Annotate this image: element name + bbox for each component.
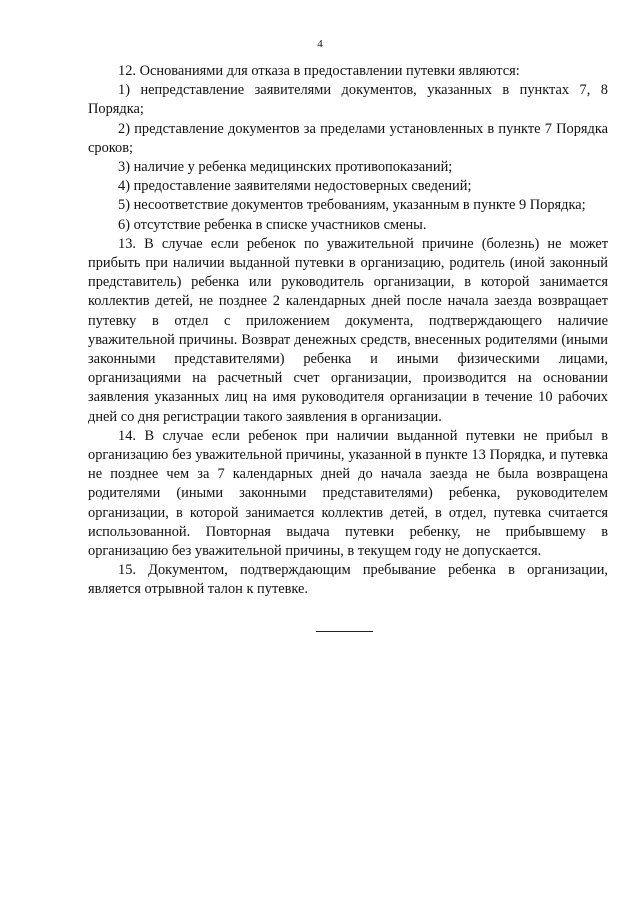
list-item-4: 4) предоставление заявителями недостоверных сведений; bbox=[118, 178, 472, 195]
paragraph-13: 13. В случае если ребенок по уважительной причине (болезнь) не может прибыть при наличии выданной путевки в организацию, родитель (иной законный представитель) ребенка или руководитель организации, в которой занимается коллектив детей, не позднее 2 календарных дней после начала заезда возвращает путевку в отдел с приложением документа, подтверждающего наличие уважительной причины. Возврат денежных средств, внесенных родителями (иными законными представителями) ребенка и иными физическими лицами, организациями на расчетный счет организации, производится на основании заявления указанных лиц на имя руководителя организации в течение 10 рабочих дней со дня регистрации такого заявления в организации. bbox=[88, 235, 608, 425]
paragraph-12: 12. Основаниями для отказа в предоставлении путевки являются: bbox=[118, 63, 520, 79]
list-item-6: 6) отсутствие ребенка в списке участников смены. bbox=[118, 216, 427, 233]
document-body bbox=[88, 62, 608, 600]
list-item-2: 2) представление документов за пределами установленных в пункте 7 Порядка сроков; bbox=[88, 120, 608, 156]
list-item-5: 5) несоответствие документов требованиям, указанным в пункте 9 Порядка; bbox=[118, 197, 586, 214]
paragraph-14: 14. В случае если ребенок при наличии выданной путевки не прибыл в организацию без уважительной причины, указанной в пункте 13 Порядка, и путевка не позднее чем за 7 календарных дней до начала заезда не была возвращена родителями (иными законными представителями) ребенка, руководителем организации, в которой занимается коллектив детей, в отдел, путевка считается использованной. Повторная выдача путевки ребенку, не прибывшему в организацию без уважительной причины, в текущем году не допускается. bbox=[88, 427, 608, 560]
paragraph-15: 15. Документом, подтверждающим пребывание ребенка в организации, является отрывной талон к путевке. bbox=[88, 562, 608, 598]
list-item-3: 3) наличие у ребенка медицинских противопоказаний; bbox=[118, 159, 453, 176]
end-divider-line bbox=[316, 631, 373, 632]
list-item-1: 1) непредставление заявителями документов, указанных в пунктах 7, 8 Порядка; bbox=[88, 82, 608, 118]
page-number: 4 bbox=[317, 38, 323, 50]
